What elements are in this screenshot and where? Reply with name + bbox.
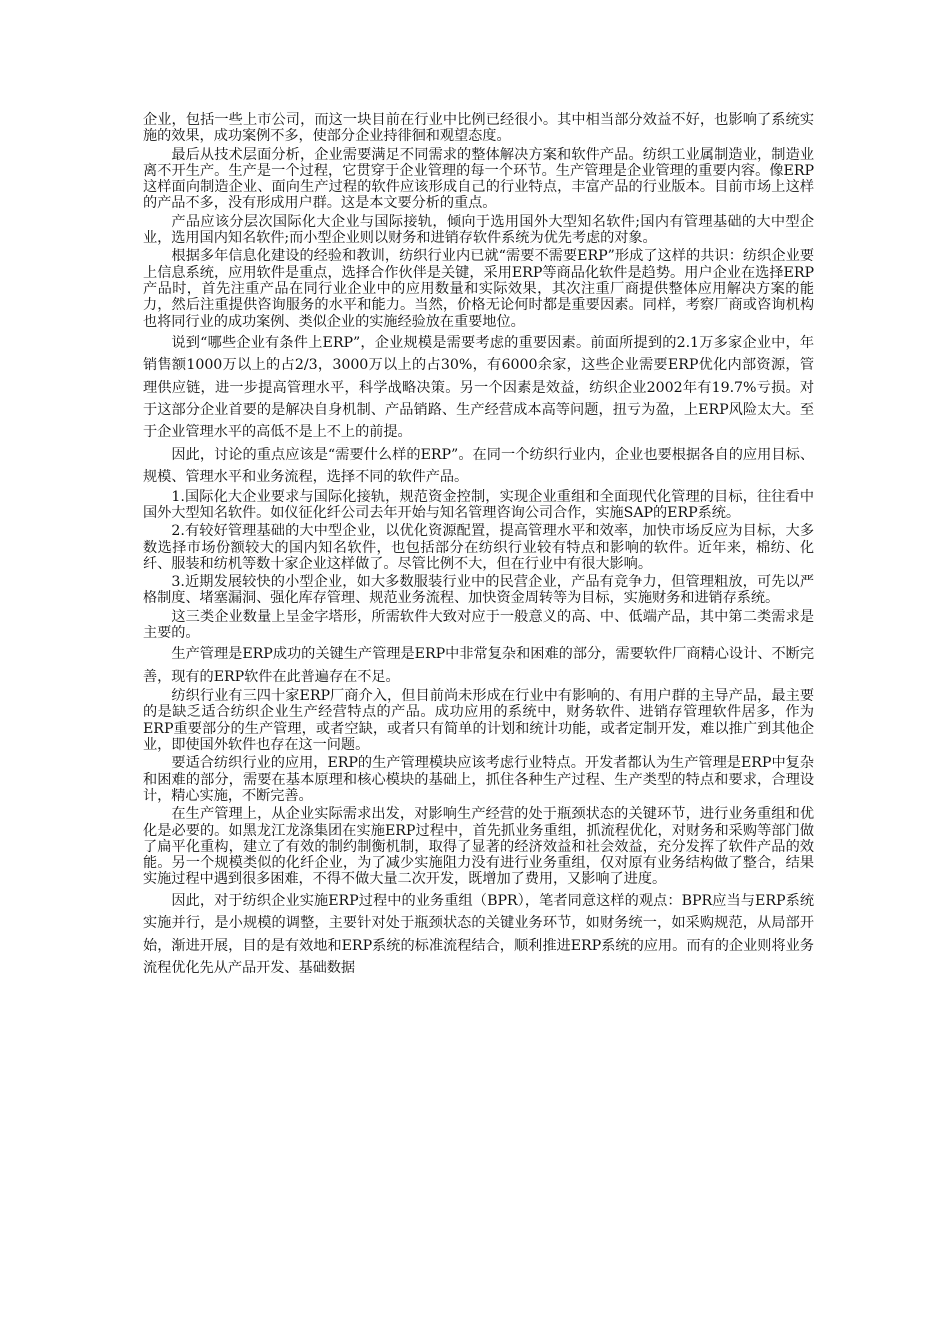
paragraph-9: 3.近期发展较快的小型企业，如大多数服装行业中的民营企业，产品有竞争力，但管理粗放，可先以严格制度、堵塞漏洞、强化库存管理、规范业务流程、加快资金周转等为目标，实施财务和进销存系统。 — [143, 574, 814, 607]
paragraph-15: 因此，对于纺织企业实施ERP过程中的业务重组（BPR），笔者同意这样的观点：BPR应当与ERP系统实施并行，是小规模的调整，主要针对处于瓶颈状态的关键业务环节，如财务统一，如采购规范，从局部开始，渐进开展，目的是有效地和ERP系统的标准流程结合，顺利推进ERP系统的应用。而有的企业则将业务流程优化先从产品开发、基础数据 — [143, 892, 814, 976]
paragraph-6: 因此，讨论的重点应该是“需要什么样的ERP”。在同一个纺织行业内，企业也要根据各自的应用目标、规模、管理水平和业务流程，选择不同的软件产品。 — [143, 446, 814, 486]
document-page — [143, 112, 814, 979]
paragraph-10: 这三类企业数量上呈金字塔形，所需软件大致对应于一般意义的高、中、低端产品，其中第二类需求是主要的。 — [143, 608, 814, 642]
paragraph-1: 企业，包括一些上市公司，而这一块目前在行业中比例已经很小。其中相当部分效益不好，也影响了系统实施的效果，成功案例不多，使部分企业持徘徊和观望态度。 — [143, 112, 814, 145]
paragraph-11: 生产管理是ERP成功的关键生产管理是ERP中非常复杂和困难的部分，需要软件厂商精心设计、不断完善，现有的ERP软件在此普遍存在不足。 — [143, 646, 814, 685]
paragraph-4: 根据多年信息化建设的经验和教训，纺织行业内已就“需要不需要ERP”形成了这样的共识：纺织企业要上信息系统，应用软件是重点，选择合作伙伴是关键，采用ERP等商品化软件是趋势。用户企业在选择ERP产品时，首先注重产品在同行业企业中的应用数量和实际效果，其次注重厂商提供整体应用解决方案的能力，然后注重提供咨询服务的水平和能力。当然，价格无论何时都是重要因素。同样，考察厂商或咨询机构也将同行业的成功案例、类似企业的实施经验放在重要地位。 — [143, 248, 814, 330]
paragraph-5: 说到“哪些企业有条件上ERP”，企业规模是需要考虑的重要因素。前面所提到的2.1万多家企业中，年销售额1000万以上的占2/3，3000万以上的占30%，有6000余家，这些企业需要ERP优化内部资源，管理供应链，进一步提高管理水平，科学战略决策。另一个因素是效益，纺织企业2002年有19.7%亏损。对于这部分企业首要的是解决自身机制、产品销路、生产经营成本高等问题，扭亏为盈，上ERP风险太大。至于企业管理水平的高低不是上不上的前提。 — [143, 334, 814, 441]
paragraph-3: 产品应该分层次国际化大企业与国际接轨，倾向于选用国外大型知名软件;国内有管理基础的大中型企业，选用国内知名软件;而小型企业则以财务和进销存软件系统为优先考虑的对象。 — [143, 213, 814, 247]
paragraph-7: 1.国际化大企业要求与国际化接轨，规范资金控制，实现企业重组和全面现代化管理的目标，往往看中国外大型知名软件。如仪征化纤公司去年开始与知名管理咨询公司合作，实施SAP的ERP系统。 — [143, 488, 814, 521]
paragraph-2: 最后从技术层面分析，企业需要满足不同需求的整体解决方案和软件产品。纺织工业属制造业，制造业离不开生产。生产是一个过程，它贯穿于企业管理的每一个环节。生产管理是企业管理的重要内容。像ERP这样面向制造企业、面向生产过程的软件应该形成自己的行业特点，丰富产品的行业版本。目前市场上这样的产品不多，没有形成用户群。这是本文要分析的重点。 — [143, 146, 814, 212]
paragraph-8: 2.有较好管理基础的大中型企业，以优化资源配置，提高管理水平和效率，加快市场反应为目标，大多数选择市场份额较大的国内知名软件，也包括部分在纺织行业较有特点和影响的软件。近年来，棉纺、化纤、服装和纺机等数十家企业这样做了。尽管比例不大，但在行业中有很大影响。 — [143, 523, 814, 572]
paragraph-13: 要适合纺织行业的应用，ERP的生产管理模块应该考虑行业特点。开发者都认为生产管理是ERP中复杂和困难的部分，需要在基本原理和核心模块的基础上，抓住各种生产过程、生产类型的特点和要求，合理设计，精心实施，不断完善。 — [143, 755, 814, 804]
paragraph-12: 纺织行业有三四十家ERP厂商介入，但目前尚未形成在行业中有影响的、有用户群的主导产品，最主要的是缺乏适合纺织企业生产经营特点的产品。成功应用的系统中，财务软件、进销存管理软件居多，作为ERP重要部分的生产管理，或者空缺，或者只有简单的计划和统计功能，或者定制开发，难以推广到其他企业，即使国外软件也存在这一问题。 — [143, 688, 814, 754]
paragraph-14: 在生产管理上，从企业实际需求出发，对影响生产经营的处于瓶颈状态的关键环节，进行业务重组和优化是必要的。如黑龙江龙涤集团在实施ERP过程中，首先抓业务重组，抓流程优化，对财务和采购等部门做了扁平化重构，建立了有效的制约制衡机制，取得了显著的经济效益和社会效益，充分发挥了软件产品的效能。另一个规模类似的化纤企业，为了减少实施阻力没有进行业务重组，仅对原有业务结构做了整合，结果实施过程中遇到很多困难，不得不做大量二次开发，既增加了费用，又影响了进度。 — [143, 806, 814, 888]
